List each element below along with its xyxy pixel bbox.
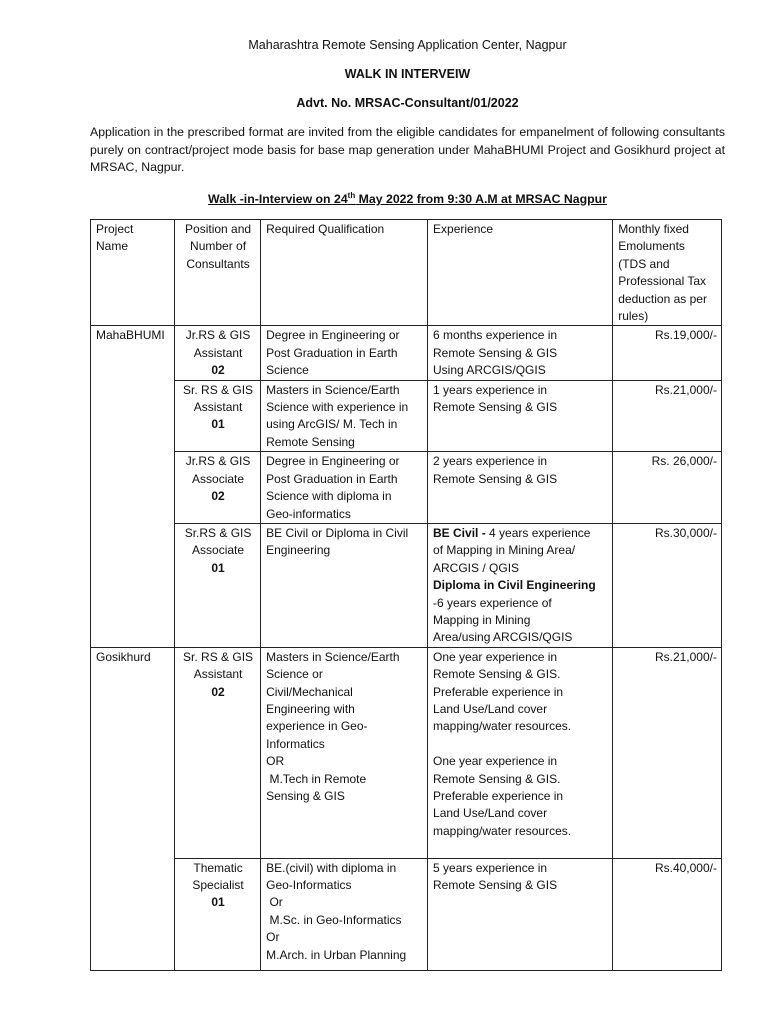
table-row	[91, 858, 722, 970]
intro-line-3: Gosikhurd project at MRSAC, Nagpur.	[90, 142, 725, 174]
walkin-schedule	[90, 192, 725, 206]
emolument-cell: Rs.30,000/-	[613, 523, 722, 647]
experience-cell: 2 years experience in Remote Sensing & GIS	[428, 452, 613, 524]
consultant-count: 01	[211, 417, 225, 432]
experience-cell: 1 years experience in Remote Sensing & GIS	[428, 380, 613, 452]
experience-cell: One year experience in Remote Sensing & GIS. Preferable experience in Land Use/Land cover mapping/water resources. One year experience in Remote Sensing & GIS. Preferable experience in Land Use/Land cover mapping/water resources.	[428, 647, 613, 858]
emolument-cell: Rs. 26,000/-	[613, 452, 722, 524]
emolument-cell: Rs.21,000/-	[613, 647, 722, 858]
experience-cell: 5 years experience in Remote Sensing & GIS	[428, 858, 613, 970]
qualification-cell: Masters in Science/Earth Science with experience in using ArcGIS/ M. Tech in Remote Sensing	[261, 380, 428, 452]
position-cell: Sr. RS & GIS Assistant 02	[174, 647, 260, 858]
project-name-mahabhumi: MahaBHUMI	[91, 326, 175, 647]
walkin-prefix: Walk -in-Interview on 24	[208, 192, 348, 206]
header-project-name: Project Name	[91, 220, 175, 326]
consultant-count: 01	[211, 560, 225, 575]
walkin-suffix: May 2022 from 9:30 A.M at MRSAC Nagpur	[355, 192, 607, 206]
table-row	[91, 380, 722, 452]
experience-cell: BE Civil - 4 years experience of Mapping in Mining Area/ ARCGIS / QGIS Diploma in Civil Engineering -6 years experience of Mapping in Mining Area/using ARCGIS/QGIS	[428, 523, 613, 647]
emolument-cell: Rs.40,000/-	[613, 858, 722, 970]
emolument-cell: Rs.21,000/-	[613, 380, 722, 452]
header-position: Position and Number of Consultants	[174, 220, 260, 326]
be-civil-label: BE Civil -	[433, 525, 490, 540]
position-cell: Thematic Specialist 01	[174, 858, 260, 970]
intro-paragraph	[90, 124, 725, 177]
consultant-count: 01	[211, 895, 225, 910]
consultant-count: 02	[211, 684, 225, 699]
header-experience: Experience	[428, 220, 613, 326]
experience-cell: 6 months experience in Remote Sensing & GIS Using ARCGIS/QGIS	[428, 326, 613, 380]
position-cell: Jr.RS & GIS Associate 02	[174, 452, 260, 524]
position-cell: Jr.RS & GIS Assistant 02	[174, 326, 260, 380]
organization-name: Maharashtra Remote Sensing Application Center, Nagpur	[248, 38, 567, 52]
header-qualification: Required Qualification	[261, 220, 428, 326]
header-emoluments: Monthly fixed Emoluments (TDS and Professional Tax deduction as per rules)	[613, 220, 722, 326]
diploma-label: Diploma in Civil Engineering	[433, 578, 596, 593]
consultant-count: 02	[211, 363, 225, 378]
intro-line-2: consultants purely on contract/project mode basis for base map generation under MahaBHUMI Project and	[90, 125, 725, 157]
project-name-gosikhurd: Gosikhurd	[91, 647, 175, 970]
emolument-cell: Rs.19,000/-	[613, 326, 722, 380]
qualification-cell: BE Civil or Diploma in Civil Engineering	[261, 523, 428, 647]
intro-line-1: Application in the prescribed format are invited from the eligible candidates for empanelment of following	[90, 125, 660, 139]
advertisement-number: Advt. No. MRSAC-Consultant/01/2022	[296, 96, 519, 110]
qualification-cell: Degree in Engineering or Post Graduation in Earth Science with diploma in Geo-informatics	[261, 452, 428, 524]
position-cell: Sr. RS & GIS Assistant 01	[174, 380, 260, 452]
walkin-sup: th	[347, 190, 356, 200]
table-row	[91, 523, 722, 647]
table-row	[91, 647, 722, 858]
qualification-cell: Degree in Engineering or Post Graduation in Earth Science	[261, 326, 428, 380]
table-header-row	[91, 220, 722, 326]
qualification-cell: Masters in Science/Earth Science or Civil/Mechanical Engineering with experience in Geo- Informatics OR M.Tech in Remote Sensing & GIS	[261, 647, 428, 858]
table-row	[91, 452, 722, 524]
table-row	[91, 326, 722, 380]
consultant-count: 02	[211, 489, 225, 504]
qualification-cell: BE.(civil) with diploma in Geo-Informatics Or M.Sc. in Geo-Informatics Or M.Arch. in Urban Planning	[261, 858, 428, 970]
consultant-table	[90, 219, 722, 971]
document-title: WALK IN INTERVEIW	[344, 67, 471, 81]
position-cell: Sr.RS & GIS Associate 01	[174, 523, 260, 647]
